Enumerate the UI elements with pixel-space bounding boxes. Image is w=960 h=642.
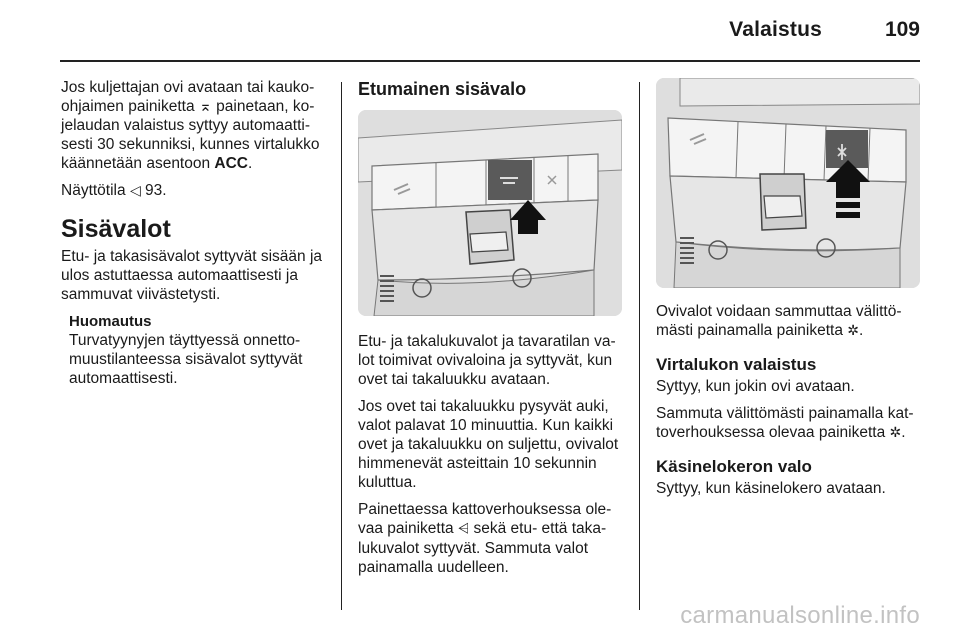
column-3	[656, 78, 922, 506]
front-light-illustration	[358, 110, 622, 316]
door-light-icon-2: ✲	[889, 425, 902, 441]
intro-end: .	[248, 155, 253, 172]
display-ref-text: Näyttötila	[61, 182, 126, 199]
note-block	[69, 312, 327, 388]
note-title: Huomautus	[69, 313, 152, 330]
p3-text-b: sekä etu- että takalukuvalot syttyvät. Sammuta valot painamalla uudelleen.	[358, 520, 607, 576]
door-light-text	[656, 302, 922, 341]
note-text: Turvatyynyjen täyttyessä onnettomuustilanteessa sisävalot syttyvät automaattisesti.	[69, 332, 303, 387]
section-text: Etu- ja takasisävalot syttyvät sisään ja ulos astuttaessa automaattisesti ja sammuvat viivästetysti.	[61, 248, 323, 303]
front-light-p1: Etu- ja takalukuvalot ja tavaratilan valot toimivat ovivaloina ja syttyvät, kun ovet tai takaluukku avataan.	[358, 333, 616, 388]
switch-light-text: Syttyy, kun jokin ovi avataan.	[656, 378, 855, 395]
switch-light-text2	[656, 404, 922, 443]
display-ref	[61, 181, 327, 201]
switch-text2-b: .	[901, 424, 906, 441]
door-light-text-a: Ovivalot voidaan sammuttaa välittömästi painamalla painiketta	[656, 303, 902, 339]
front-light-title: Etumainen sisävalo	[358, 79, 527, 99]
front-light-p2: Jos ovet tai takaluukku pysyvät auki, valot palavat 10 minuuttia. Kun kaikki ovet ja takaluukku on suljettu, ovivalot himmenevät asteittain 10 sekunnin kuluttua.	[358, 398, 619, 491]
door-light-text-b: .	[859, 322, 864, 339]
p3-text-a: Painettaessa kattoverhouksessa olevaa painiketta	[358, 501, 612, 537]
door-light-icon: ✲	[847, 323, 860, 339]
watermark: carmanualsonline.info	[680, 602, 920, 629]
header-rule	[60, 60, 920, 62]
glovebox-light-text: Syttyy, kun käsinelokero avataan.	[656, 480, 886, 497]
door-light-illustration	[656, 78, 920, 288]
column-divider-2	[639, 82, 640, 610]
switch-text2-a: Sammuta välittömästi painamalla kattoverhouksessa olevaa painiketta	[656, 405, 914, 441]
glovebox-light-title: Käsinelokeron valo	[656, 457, 812, 476]
intro-paragraph	[61, 78, 327, 173]
page-number: 109	[884, 18, 920, 41]
column-2	[358, 78, 624, 585]
page-header-title: Valaistus	[729, 18, 822, 41]
section-title: Sisävalot	[61, 215, 171, 243]
switch-light-title: Virtalukon valaistus	[656, 355, 817, 374]
column-divider-1	[341, 82, 342, 610]
column-1	[61, 78, 327, 388]
reading-light-icon: ⩤	[457, 521, 470, 537]
intro-text: Jos kuljettajan ovi avataan tai kaukoohjaimen painiketta ⌅ painetaan, kojelaudan valaistus syttyy automaattisesti 30 sekunniksi, kunnes virtalukko käännetään asentoon	[61, 79, 320, 172]
front-light-p3	[358, 500, 624, 577]
ref-arrow-icon: ◁	[129, 183, 141, 199]
display-ref-page[interactable]: 93.	[145, 182, 167, 199]
intro-bold: ACC	[214, 155, 249, 172]
